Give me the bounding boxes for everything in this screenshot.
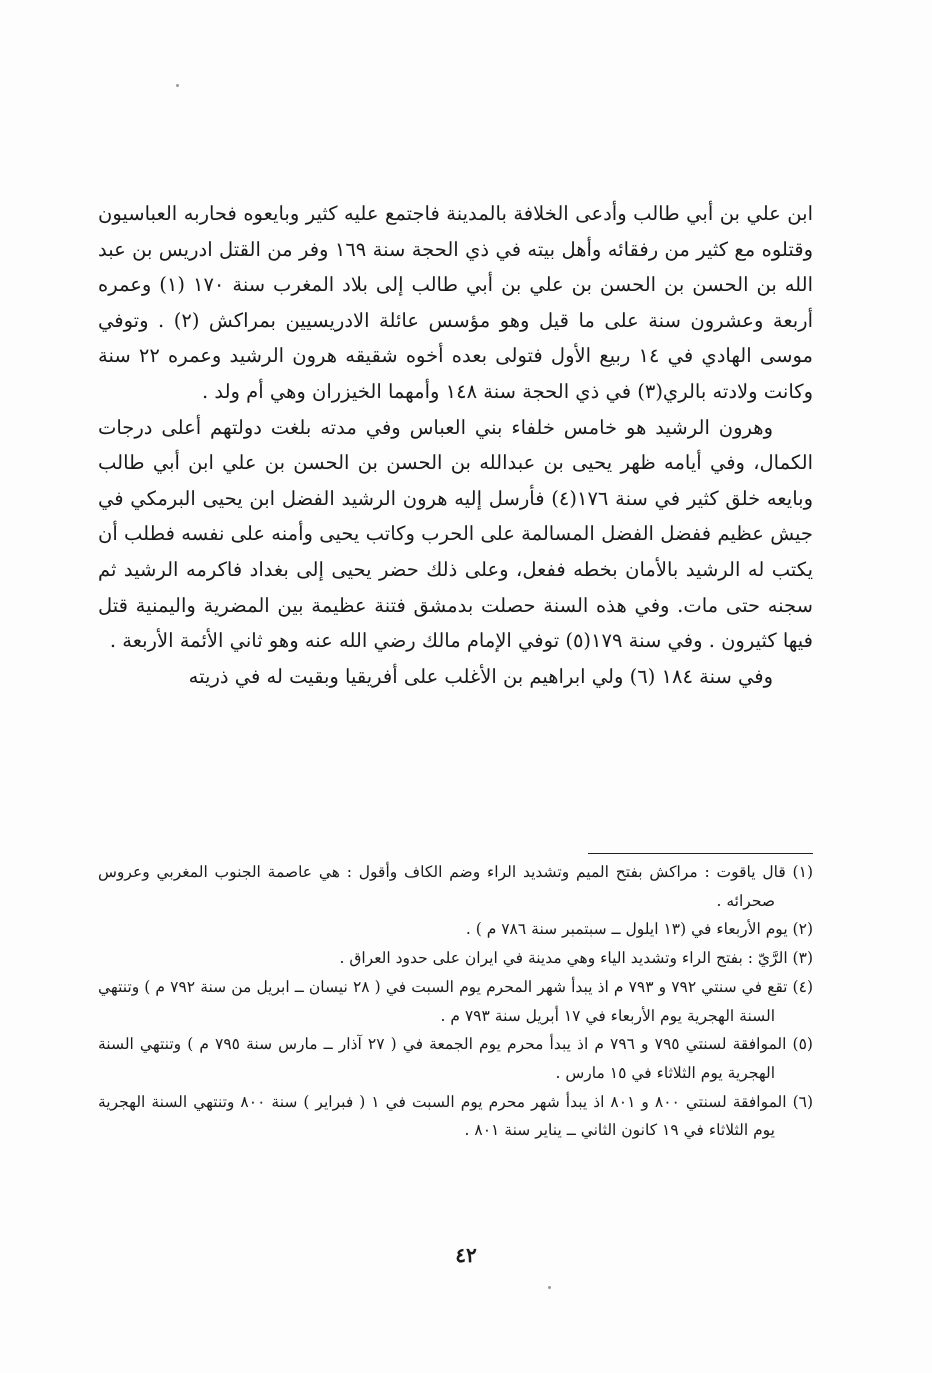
paragraph: وفي سنة ١٨٤ (٦) ولي ابراهيم بن الأغلب على أفريقيا وبقيت له في ذريته bbox=[188, 664, 773, 688]
footnote-1: (١) قال ياقوت : مراكش بفتح الميم وتشديد الراء وضم الكاف وأقول : هي عاصمة الجنوب المغربي وعروس صحرائه . bbox=[98, 863, 813, 910]
footnote-5: (٥) الموافقة لسنتي ٧٩٥ و ٧٩٦ م اذ يبدأ محرم يوم الجمعة في ( ٢٧ آذار ــ مارس سنة ٧٩٥ م ) وتنتهي السنة الهجرية يوم الثلاثاء في ١٥ مارس . bbox=[98, 1035, 813, 1082]
paragraph: ابن علي بن أبي طالب وأدعى الخلافة بالمدينة فاجتمع عليه كثير وبايعوه فحاربه العباسيون وقتلوه مع كثير من رفقائه وأهل بيته في ذي الحجة سنة ١٦٩ وفر من القتل ادريس بن عبد الله بن الحسن بن الحسن بن علي بن أبي طالب إلى بلاد المغرب سنة ١٧٠ (١) وعمره أربعة وعشرون سنة على ما قيل وهو مؤسس عائلة الادريسيين بمراكش (٢) . وتوفي موسى الهادي في ١٤ ربيع الأول فتولى بعده أخوه شقيقه هرون الرشيد وعمره ٢٢ سنة وكانت ولادته بالري(٣) في ذي الحجة سنة ١٤٨ وأمهما الخيزران وهي أم ولد . bbox=[98, 202, 814, 403]
page-number: ٤٢ bbox=[455, 1243, 477, 1267]
footnote-4: (٤) تقع في سنتي ٧٩٢ و ٧٩٣ م اذ يبدأ شهر المحرم يوم السبت في ( ٢٨ نيسان ــ ابريل من سنة ٧٩٢ م ) وتنتهي السنة الهجرية يوم الأربعاء في ١٧ أبريل سنة ٧٩٣ م . bbox=[98, 977, 813, 1025]
scan-speck bbox=[176, 84, 179, 87]
footnote-6: (٦) الموافقة لسنتي ٨٠٠ و ٨٠١ اذ يبدأ شهر محرم يوم السبت في ١ ( فبراير ) سنة ٨٠٠ وتنتهي السنة الهجرية يوم الثلاثاء في ١٩ كانون الثاني ــ يناير سنة ٨٠١ . bbox=[98, 1092, 814, 1140]
footnote-divider bbox=[588, 853, 813, 854]
footnote-3: (٣) الرَّيّ : بفتح الراء وتشديد الياء وهي مدينة في ايران على حدود العراق . bbox=[339, 949, 813, 968]
footnote-2: (٢) يوم الأربعاء في (١٣ ايلول ــ سبتمبر سنة ٧٨٦ م ) . bbox=[465, 920, 813, 939]
footnotes bbox=[98, 858, 813, 1145]
main-text bbox=[98, 196, 813, 694]
scan-speck bbox=[548, 1286, 551, 1289]
paragraph: وهرون الرشيد هو خامس خلفاء بني العباس وفي مدته بلغت دولتهم أعلى درجات الكمال، وفي أيامه ظهر يحيى بن عبدالله بن الحسن بن الحسن بن علي ابن أبي طالب وبايعه خلق كثير في سنة ١٧٦(٤) فأرسل إليه هرون الرشيد الفضل ابن يحيى البرمكي في جيش عظيم ففضل الفضل المسالمة على الحرب وكاتب يحيى وأمنه على نفسه فطلب أن يكتب له الرشيد بالأمان بخطه ففعل، وعلى ذلك حضر يحيى إلى بغداد فاكرمه الرشيد ثم سجنه حتى مات. وفي هذه السنة حصلت بدمشق فتنة عظيمة بين المضرية واليمنية قتل فيها كثيرون . وفي سنة ١٧٩(٥) توفي الإمام مالك رضي الله عنه وهو ثاني الأئمة الأربعة . bbox=[98, 415, 813, 653]
